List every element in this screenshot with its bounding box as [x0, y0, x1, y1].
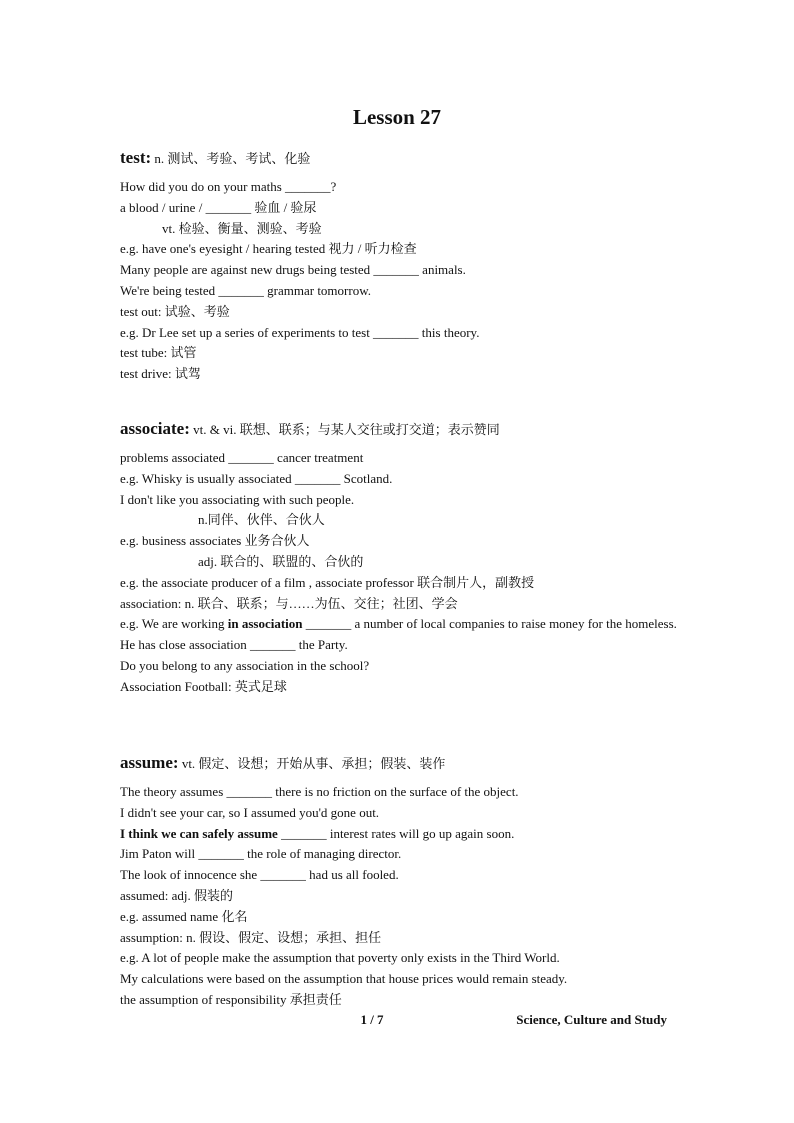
definition-line: vt. 检验、衡量、测验、考验	[162, 220, 322, 236]
example-line: The look of innocence she _______ had us all fooled.	[120, 867, 399, 883]
page-title: Lesson 27	[352, 105, 442, 129]
example-line: e.g. Dr Lee set up a series of experiments to test _______ this theory.	[120, 324, 480, 340]
page-number: 1 / 7	[360, 1012, 384, 1027]
example-line: e.g. assumed name 化名	[120, 908, 248, 924]
example-line: My calculations were based on the assumption that house prices would remain steady.	[120, 971, 568, 987]
definition-line: assumption: n. 假设、假定、设想；承担、担任	[120, 929, 382, 945]
example-text: e.g. We are working	[120, 616, 228, 632]
example-line: e.g. Whisky is usually associated _______ Scotland.	[120, 470, 393, 486]
entry-heading	[120, 417, 680, 442]
page-footer	[0, 1011, 794, 1029]
entry-test	[120, 146, 680, 385]
example-line: e.g. A lot of people make the assumption that poverty only exists in the Third World.	[120, 950, 560, 966]
part-of-speech: vt. & vi. 联想、联系；与某人交往或打交道；表示赞同	[189, 422, 500, 437]
example-line: I didn't see your car, so I assumed you'd gone out.	[120, 804, 380, 820]
definition-line: Association Football: 英式足球	[120, 678, 287, 694]
entry-heading	[120, 751, 680, 776]
example-line: e.g. business associates 业务合伙人	[120, 533, 310, 549]
bold-phrase: I think we can safely assume	[120, 825, 278, 841]
footer-source: Science, Culture and Study	[516, 1012, 667, 1027]
entry-assume	[120, 751, 680, 1011]
example-line: Many people are against new drugs being tested _______ animals.	[120, 262, 466, 278]
example-text: _______ a number of local companies to raise money for the homeless.	[302, 616, 677, 632]
example-text: _______ interest rates will go up again soon.	[277, 825, 515, 841]
definition-line: test drive: 试驾	[120, 366, 201, 382]
head-word: associate:	[120, 419, 190, 438]
example-line: e.g. the associate producer of a film , associate professor 联合制片人，副教授	[120, 574, 535, 590]
part-of-speech: n. 测试、考验、考试、化验	[151, 151, 311, 166]
example-line	[120, 824, 680, 845]
example-line: Jim Paton will _______ the role of managing director.	[120, 846, 402, 862]
definition-line: n.同伴、伙伴、合伙人	[198, 512, 325, 528]
example-line: e.g. have one's eyesight / hearing tested 视力 / 听力检查	[120, 241, 417, 257]
example-line: the assumption of responsibility 承担责任	[120, 991, 342, 1007]
part-of-speech: vt. 假定、设想；开始从事、承担；假装、装作	[178, 756, 446, 771]
definition-line: assumed: adj. 假装的	[120, 887, 234, 903]
head-word: assume:	[120, 753, 179, 772]
example-line: problems associated _______ cancer treatment	[120, 450, 364, 465]
definition-line: test out: 试验、考验	[120, 303, 230, 319]
entry-associate	[120, 417, 680, 698]
definition-line: test tube: 试管	[120, 345, 197, 361]
definition-line: association: n. 联合、联系；与……为伍、交往；社团、学会	[120, 595, 458, 611]
example-line: We're being tested _______ grammar tomorrow.	[120, 282, 371, 298]
example-line: He has close association _______ the Party.	[120, 637, 348, 653]
entry-heading	[120, 146, 680, 171]
bold-phrase: in association	[227, 616, 303, 632]
example-line: I don't like you associating with such people.	[120, 491, 355, 507]
example-line: The theory assumes _______ there is no friction on the surface of the object.	[120, 784, 519, 799]
head-word: test:	[120, 148, 152, 167]
example-line	[120, 614, 680, 635]
definition-line: adj. 联合的、联盟的、合伙的	[198, 553, 364, 569]
example-line: How did you do on your maths _______?	[120, 179, 337, 194]
example-line: a blood / urine / _______ 验血 / 验尿	[120, 199, 317, 215]
example-line: Do you belong to any association in the school?	[120, 657, 370, 673]
